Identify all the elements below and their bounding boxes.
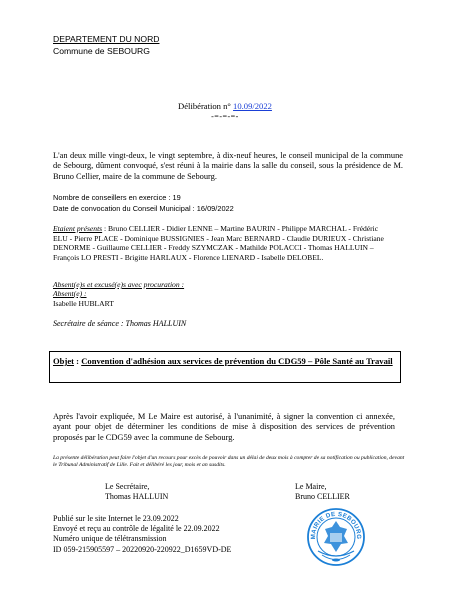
objet-text: Convention d'adhésion aux services de prévention du CDG59 – Pôle Santé au Travail	[81, 356, 393, 366]
session-secretary: Secrétaire de séance : Thomas HALLUIN	[53, 319, 187, 328]
legal-notice: La présente délibération peut faire l'objet d'un recours pour excès de pouvoir dans un délai de deux mois à compter de sa notification ou publication, devant le Tribunal Administratif de Lille. Fait et délibéré les jour, mois et an susdits.	[53, 455, 405, 469]
presents-list	[53, 224, 388, 263]
stamp-seal-icon	[306, 507, 366, 567]
objet-sep: :	[74, 356, 82, 366]
deliberation-number[interactable]: 10.09/2022	[233, 101, 272, 111]
department-header: DEPARTEMENT DU NORD	[53, 34, 160, 44]
deliberation-label: Délibération n°	[178, 101, 231, 111]
title-separator: -=-=-=-	[211, 112, 239, 121]
mayor-signature-name: Bruno CELLIER	[295, 492, 350, 501]
members-count: Nombre de conseillers en exercice : 19	[53, 193, 181, 202]
presents-names: : Bruno CELLIER - Didier LENNE – Martine BAURIN - Philippe MARCHAL - Frédéric ELU - Pierre PLACE - Dominique BUSSIGNIES - Jean Marc BERNARD - Claudie DURIEUX - Christiane DENORME - Guillaume CELLIER - Freddy SZYMCZAK - Mathilde POLACCI - Thomas HALLUIN – François LO PRESTI - Brigitte HARLAUX - Florence LIENARD - Isabelle DELOBEL.	[53, 224, 384, 263]
absent-label: Absent(e) :	[53, 289, 87, 298]
footer-published: Publié sur le site Internet le 23.09.2022	[53, 514, 179, 523]
mairie-stamp	[306, 507, 366, 567]
absent-name: Isabelle HUBLART	[53, 299, 114, 308]
mayor-signature-title: Le Maire,	[295, 482, 327, 491]
presents-label: Etaient présents	[53, 224, 103, 233]
footer-sent: Envoyé et reçu au contrôle de légalité le 22.09.2022	[53, 524, 220, 533]
commune-header: Commune de SEBOURG	[53, 46, 150, 56]
deliberation-title	[0, 101, 450, 111]
footer-transmission-id: ID 059-215905597 – 20220920-220922_D1659VD-DE	[53, 545, 232, 554]
secretary-signature-title: Le Secrétaire,	[105, 482, 150, 491]
footer-transmission-label: Numéro unique de télétransmission	[53, 534, 167, 543]
intro-paragraph: L'an deux mille vingt-deux, le vingt septembre, à dix-neuf heures, le conseil municipal de la commune de Sebourg, dûment convoqué, s'est réuni à la mairie dans la salle du conseil, sous la présidence de M. Bruno Cellier, maire de la commune de Sebourg.	[53, 151, 403, 181]
convocation-date: Date de convocation du Conseil Municipal : 16/09/2022	[53, 204, 234, 213]
absent-excused-label: Absent(e)s et excusé(e)s avec procuration :	[53, 280, 185, 289]
objet-label: Objet	[53, 356, 75, 366]
objet-box	[49, 351, 401, 383]
secretary-signature-name: Thomas HALLUIN	[105, 492, 169, 501]
stamp-text: MAIRIE DE SEBOURG	[309, 510, 363, 540]
body-paragraph: Après l'avoir expliquée, M Le Maire est autorisé, à l'unanimité, à signer la convention ci annexée, ayant pour objet de déterminer les conditions de mise à disposition des services de prévention proposés par le CDG59 avec la commune de Sebourg.	[53, 412, 395, 442]
